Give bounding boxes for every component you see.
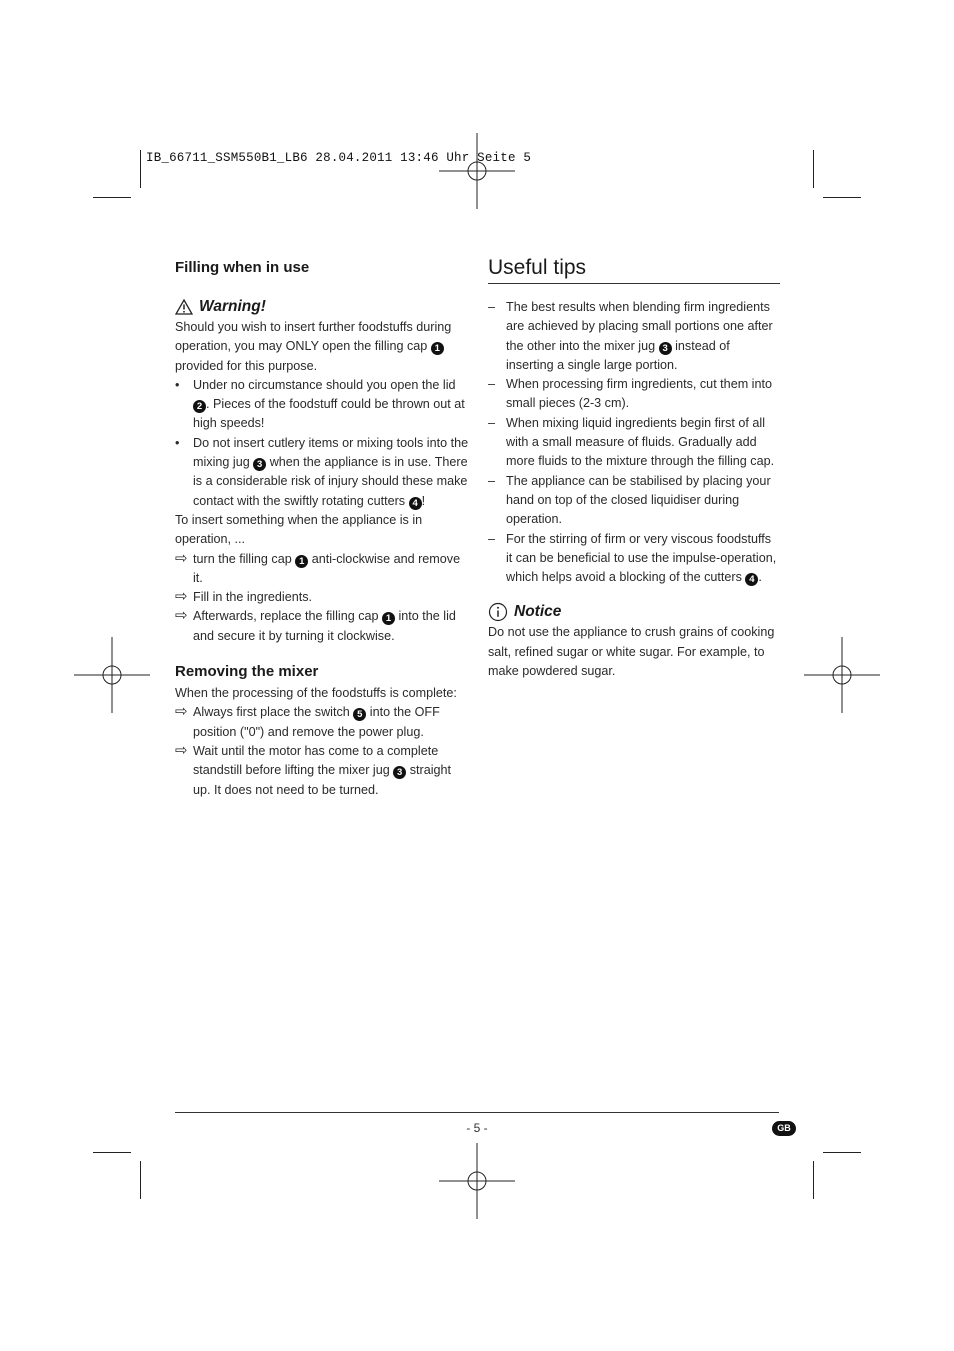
list-item: – For the stirring of firm or very viscous foodstuffs it can be beneficial to use the impulse-operation, which helps avoid a blocking of the cutters 4 . <box>488 531 777 586</box>
filling-heading: Filling when in use <box>175 259 310 276</box>
page-number: - 5 - <box>466 1121 488 1135</box>
part-number-badge: 1 <box>382 612 395 625</box>
part-number-badge: 3 <box>393 766 406 779</box>
part-number-badge: 3 <box>253 458 266 471</box>
warning-title: Warning! <box>199 298 266 315</box>
list-item: – The best results when blending firm ingredients are achieved by placing small portions one after the other into the mixer jug 3 instead of inserting a single large portion. <box>488 300 773 372</box>
registration-mark-icon <box>804 637 880 713</box>
crop-mark <box>93 1152 131 1153</box>
part-number-badge: 1 <box>431 342 444 355</box>
notice-callout <box>488 601 780 623</box>
crop-mark <box>823 197 861 198</box>
list-item: ⇨ Afterwards, replace the filling cap 1 into the lid and secure it by turning it clockwise. <box>175 607 456 643</box>
part-number-badge: 4 <box>745 573 758 586</box>
list-item: ⇨ Fill in the ingredients. <box>175 588 313 606</box>
part-number-badge: 5 <box>353 708 366 721</box>
crop-mark <box>140 150 141 188</box>
list-item: ⇨ turn the filling cap 1 anti-clockwise and remove it. <box>175 549 461 585</box>
crop-mark <box>140 1161 141 1199</box>
list-item: • Do not insert cutlery items or mixing tools into the mixing jug 3 when the appliance is in use. There is a considerable risk of injury should these make contact with the swiftly rotating cutters 4 ! <box>175 435 469 509</box>
list-item: – When mixing liquid ingredients begin first of all with a small measure of fluids. Gradually add more fluids to the mixture through the filling cap. <box>488 415 775 469</box>
warning-intro: Should you wish to insert further foodstuffs during operation, you may ONLY open the filling cap 1 provided for this purpose. <box>175 320 452 373</box>
insert-intro: To insert something when the appliance is in operation, ... <box>175 512 423 547</box>
crop-mark <box>93 197 131 198</box>
part-number-badge: 2 <box>193 400 206 413</box>
language-badge: GB <box>772 1121 796 1136</box>
left-column <box>175 258 470 800</box>
footer-divider <box>175 1112 779 1113</box>
arrow-right-icon: ⇨ <box>175 741 188 759</box>
tips-list <box>488 298 780 587</box>
crop-mark <box>823 1152 861 1153</box>
notice-title: Notice <box>514 603 562 621</box>
right-column <box>488 255 780 681</box>
print-header: IB_66711_SSM550B1_LB6 28.04.2011 13:46 Uhr Seite 5 <box>146 151 532 165</box>
notice-text: Do not use the appliance to crush grains of cooking salt, refined sugar or white sugar. For example, to make powdered sugar. <box>488 625 775 679</box>
registration-mark-icon <box>439 133 515 209</box>
list-item: – The appliance can be stabilised by placing your hand on top of the closed liquidiser during operation. <box>488 473 771 527</box>
list-item: – When processing firm ingredients, cut them into small pieces (2-3 cm). <box>488 377 772 411</box>
arrow-right-icon: ⇨ <box>175 588 188 606</box>
registration-mark-icon <box>74 637 150 713</box>
useful-tips-title: Useful tips <box>488 255 780 284</box>
arrow-right-icon: ⇨ <box>175 549 188 567</box>
part-number-badge: 4 <box>409 497 422 510</box>
list-item: ⇨ Always first place the switch 5 into the OFF position ("0") and remove the power plug. <box>175 703 440 739</box>
arrow-right-icon: ⇨ <box>175 607 188 625</box>
arrow-right-icon: ⇨ <box>175 703 188 721</box>
list-item: ⇨ Wait until the motor has come to a complete standstill before lifting the mixer jug 3 straight up. It does not need to be turned. <box>175 741 452 797</box>
crop-mark <box>813 1161 814 1199</box>
crop-mark <box>813 150 814 188</box>
list-item: • Under no circumstance should you open the lid 2 . Pieces of the foodstuff could be thrown out at high speeds! <box>175 377 465 431</box>
info-icon <box>488 602 508 622</box>
warning-triangle-icon <box>175 299 193 315</box>
warning-callout <box>175 296 470 318</box>
removing-heading: Removing the mixer <box>175 663 319 681</box>
removing-intro: When the processing of the foodstuffs is complete: <box>175 686 457 701</box>
part-number-badge: 1 <box>295 555 308 568</box>
part-number-badge: 3 <box>659 342 672 355</box>
registration-mark-icon <box>439 1143 515 1219</box>
